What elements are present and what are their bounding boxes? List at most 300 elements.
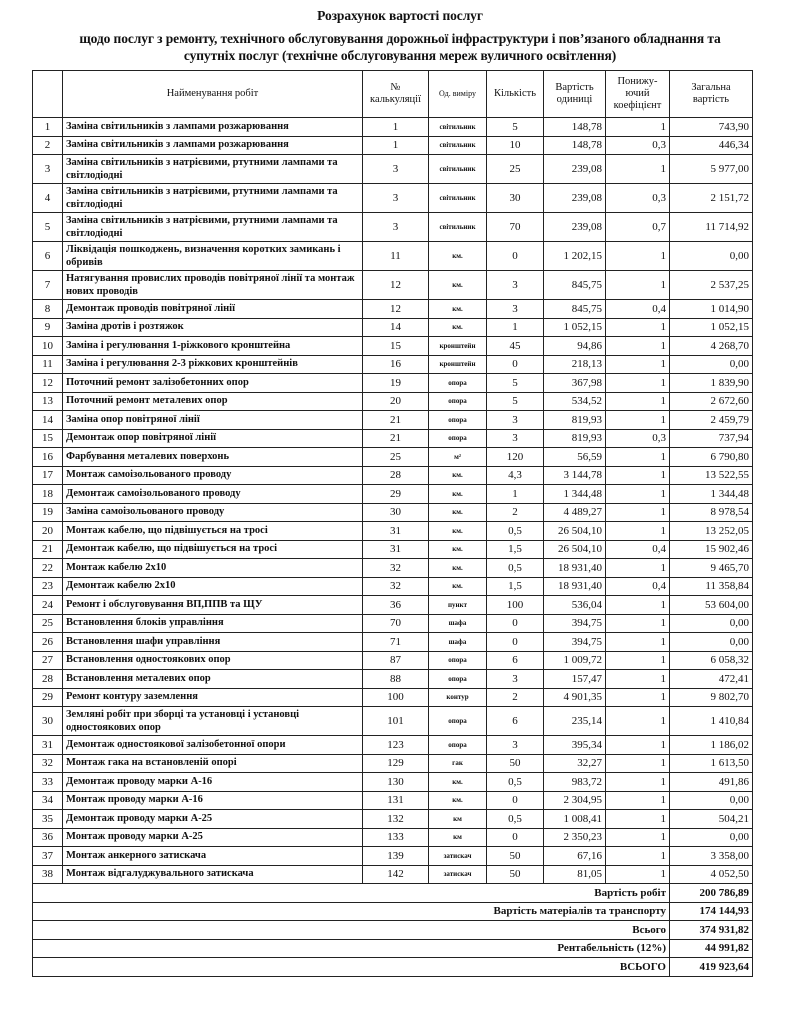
total-cost: 0,00	[670, 791, 753, 810]
calculation-number: 21	[363, 411, 429, 430]
reduction-coefficient: 1	[606, 155, 670, 184]
row-number: 10	[33, 337, 63, 356]
work-name: Заміна самоізольованого проводу	[63, 503, 363, 522]
calculation-number: 15	[363, 337, 429, 356]
reduction-coefficient: 1	[606, 355, 670, 374]
total-cost: 13 252,05	[670, 522, 753, 541]
work-name: Фарбування металевих поверхонь	[63, 448, 363, 467]
summary-label: Всього	[33, 921, 670, 940]
work-name: Заміна світильників з натрієвими, ртутними лампами та світлодіодні	[63, 184, 363, 213]
reduction-coefficient: 1	[606, 392, 670, 411]
unit-price: 148,78	[544, 136, 606, 155]
quantity: 2	[487, 688, 544, 707]
calculation-number: 25	[363, 448, 429, 467]
quantity: 6	[487, 651, 544, 670]
reduction-coefficient: 1	[606, 118, 670, 137]
total-cost: 0,00	[670, 828, 753, 847]
unit-price: 1 344,48	[544, 485, 606, 504]
unit-of-measure: опора	[429, 670, 487, 689]
unit-price: 1 052,15	[544, 318, 606, 337]
unit-of-measure: пункт	[429, 596, 487, 615]
unit-price: 845,75	[544, 300, 606, 319]
summary-value: 44 991,82	[670, 939, 753, 958]
calculation-number: 132	[363, 810, 429, 829]
unit-price: 1 008,41	[544, 810, 606, 829]
work-name: Заміна світильників з лампами розжарювання	[63, 136, 363, 155]
reduction-coefficient: 1	[606, 242, 670, 271]
total-cost: 9 802,70	[670, 688, 753, 707]
quantity: 0	[487, 828, 544, 847]
total-cost: 1 052,15	[670, 318, 753, 337]
table-row	[33, 707, 753, 736]
summary-label: Рентабельність (12%)	[33, 939, 670, 958]
quantity: 0	[487, 633, 544, 652]
row-number: 21	[33, 540, 63, 559]
quantity: 6	[487, 707, 544, 736]
calculation-number: 101	[363, 707, 429, 736]
reduction-coefficient: 1	[606, 688, 670, 707]
reduction-coefficient: 1	[606, 707, 670, 736]
table-row	[33, 355, 753, 374]
unit-of-measure: шафа	[429, 614, 487, 633]
reduction-coefficient: 1	[606, 522, 670, 541]
unit-price: 4 489,27	[544, 503, 606, 522]
unit-price: 56,59	[544, 448, 606, 467]
reduction-coefficient: 1	[606, 411, 670, 430]
unit-of-measure: світильник	[429, 136, 487, 155]
work-name: Монтаж кабелю 2х10	[63, 559, 363, 578]
table-row	[33, 810, 753, 829]
row-number: 2	[33, 136, 63, 155]
work-name: Демонтаж проводу марки А-25	[63, 810, 363, 829]
unit-price: 819,93	[544, 429, 606, 448]
work-name: Заміна дротів і розтяжок	[63, 318, 363, 337]
work-name: Заміна світильників з натрієвими, ртутними лампами та світлодіодні	[63, 155, 363, 184]
total-cost: 0,00	[670, 242, 753, 271]
unit-price: 394,75	[544, 633, 606, 652]
unit-price: 26 504,10	[544, 540, 606, 559]
reduction-coefficient: 1	[606, 559, 670, 578]
unit-price: 367,98	[544, 374, 606, 393]
header-calc: № калькуляції	[363, 71, 429, 118]
row-number: 27	[33, 651, 63, 670]
row-number: 8	[33, 300, 63, 319]
calculation-number: 71	[363, 633, 429, 652]
quantity: 3	[487, 670, 544, 689]
calculation-number: 28	[363, 466, 429, 485]
unit-of-measure: км.	[429, 540, 487, 559]
table-row	[33, 736, 753, 755]
row-number: 20	[33, 522, 63, 541]
summary-value: 374 931,82	[670, 921, 753, 940]
work-name: Встановлення одностоякових опор	[63, 651, 363, 670]
calculation-number: 1	[363, 136, 429, 155]
summary-value: 419 923,64	[670, 958, 753, 977]
work-name: Поточний ремонт металевих опор	[63, 392, 363, 411]
calculation-number: 36	[363, 596, 429, 615]
unit-price: 2 350,23	[544, 828, 606, 847]
calculation-number: 3	[363, 184, 429, 213]
work-name: Демонтаж опор повітряної лінії	[63, 429, 363, 448]
summary-row	[33, 958, 753, 977]
quantity: 45	[487, 337, 544, 356]
work-name: Монтаж самоізольованого проводу	[63, 466, 363, 485]
document-subtitle-line1: щодо послуг з ремонту, технічного обслуговування дорожньої інфраструктури і пов’язаного обладнання та	[79, 31, 721, 46]
total-cost: 11 358,84	[670, 577, 753, 596]
reduction-coefficient: 0,4	[606, 300, 670, 319]
calculation-number: 16	[363, 355, 429, 374]
unit-price: 395,34	[544, 736, 606, 755]
header-unit: Од. виміру	[429, 71, 487, 118]
row-number: 31	[33, 736, 63, 755]
row-number: 13	[33, 392, 63, 411]
calculation-number: 133	[363, 828, 429, 847]
total-cost: 1 344,48	[670, 485, 753, 504]
unit-of-measure: кронштейн	[429, 337, 487, 356]
unit-of-measure: опора	[429, 411, 487, 430]
row-number: 34	[33, 791, 63, 810]
total-cost: 4 052,50	[670, 865, 753, 884]
quantity: 5	[487, 374, 544, 393]
unit-price: 239,08	[544, 213, 606, 242]
work-name: Демонтаж самоізольованого проводу	[63, 485, 363, 504]
quantity: 0	[487, 242, 544, 271]
work-name: Заміна і регулювання 1-ріжкового кронштейна	[63, 337, 363, 356]
quantity: 1	[487, 485, 544, 504]
unit-price: 218,13	[544, 355, 606, 374]
unit-of-measure: гак	[429, 754, 487, 773]
row-number: 18	[33, 485, 63, 504]
row-number: 15	[33, 429, 63, 448]
reduction-coefficient: 1	[606, 847, 670, 866]
row-number: 9	[33, 318, 63, 337]
total-cost: 2 672,60	[670, 392, 753, 411]
reduction-coefficient: 1	[606, 503, 670, 522]
work-name: Демонтаж проводу марки А-16	[63, 773, 363, 792]
table-row	[33, 754, 753, 773]
row-number: 35	[33, 810, 63, 829]
table-row	[33, 271, 753, 300]
unit-of-measure: км.	[429, 503, 487, 522]
quantity: 4,3	[487, 466, 544, 485]
unit-of-measure: затискач	[429, 865, 487, 884]
unit-of-measure: км.	[429, 773, 487, 792]
calculation-number: 21	[363, 429, 429, 448]
calculation-number: 31	[363, 522, 429, 541]
unit-price: 1 202,15	[544, 242, 606, 271]
unit-price: 67,16	[544, 847, 606, 866]
total-cost: 0,00	[670, 355, 753, 374]
total-cost: 53 604,00	[670, 596, 753, 615]
row-number: 3	[33, 155, 63, 184]
total-cost: 15 902,46	[670, 540, 753, 559]
unit-price: 983,72	[544, 773, 606, 792]
total-cost: 6 058,32	[670, 651, 753, 670]
total-cost: 1 410,84	[670, 707, 753, 736]
summary-label: Вартість матеріалів та транспорту	[33, 902, 670, 921]
row-number: 6	[33, 242, 63, 271]
unit-of-measure: затискач	[429, 847, 487, 866]
unit-price: 148,78	[544, 118, 606, 137]
row-number: 4	[33, 184, 63, 213]
quantity: 120	[487, 448, 544, 467]
work-name: Ремонт контуру заземлення	[63, 688, 363, 707]
calculation-number: 88	[363, 670, 429, 689]
reduction-coefficient: 1	[606, 791, 670, 810]
unit-price: 239,08	[544, 155, 606, 184]
total-cost: 1 014,90	[670, 300, 753, 319]
row-number: 16	[33, 448, 63, 467]
total-cost: 2 459,79	[670, 411, 753, 430]
work-name: Монтаж відгалуджувального затискача	[63, 865, 363, 884]
unit-of-measure: км.	[429, 559, 487, 578]
unit-of-measure: опора	[429, 392, 487, 411]
table-row	[33, 318, 753, 337]
table-row	[33, 503, 753, 522]
header-coef: Понижу-ючий коефіцієнт	[606, 71, 670, 118]
row-number: 30	[33, 707, 63, 736]
work-name: Ліквідація пошкоджень, визначення коротких замикань і обривів	[63, 242, 363, 271]
work-name: Заміна світильників з натрієвими, ртутними лампами та світлодіодні	[63, 213, 363, 242]
unit-price: 81,05	[544, 865, 606, 884]
unit-of-measure: опора	[429, 374, 487, 393]
total-cost: 504,21	[670, 810, 753, 829]
table-row	[33, 865, 753, 884]
quantity: 10	[487, 136, 544, 155]
work-name: Ремонт і обслуговування ВП,ППВ та ЩУ	[63, 596, 363, 615]
work-name: Демонтаж одностоякової залізобетонної опори	[63, 736, 363, 755]
unit-price: 239,08	[544, 184, 606, 213]
table-row	[33, 828, 753, 847]
total-cost: 472,41	[670, 670, 753, 689]
work-name: Демонтаж проводів повітряної лінії	[63, 300, 363, 319]
unit-of-measure: км	[429, 828, 487, 847]
header-qty: Кількість	[487, 71, 544, 118]
reduction-coefficient: 1	[606, 271, 670, 300]
header-unit-price: Вартість одиниці	[544, 71, 606, 118]
quantity: 3	[487, 429, 544, 448]
calculation-number: 131	[363, 791, 429, 810]
table-row	[33, 466, 753, 485]
row-number: 32	[33, 754, 63, 773]
calculation-number: 100	[363, 688, 429, 707]
table-row	[33, 791, 753, 810]
unit-of-measure: км.	[429, 485, 487, 504]
calculation-number: 31	[363, 540, 429, 559]
total-cost: 1 839,90	[670, 374, 753, 393]
document-subtitle-line2: супутніх послуг (технічне обслуговування мереж вуличного освітлення)	[183, 48, 617, 63]
work-name: Монтаж проводу марки А-25	[63, 828, 363, 847]
unit-of-measure: км.	[429, 791, 487, 810]
quantity: 3	[487, 411, 544, 430]
unit-price: 1 009,72	[544, 651, 606, 670]
row-number: 14	[33, 411, 63, 430]
unit-price: 394,75	[544, 614, 606, 633]
work-name: Монтаж анкерного затискача	[63, 847, 363, 866]
quantity: 0,5	[487, 522, 544, 541]
unit-price: 819,93	[544, 411, 606, 430]
total-cost: 5 977,00	[670, 155, 753, 184]
quantity: 100	[487, 596, 544, 615]
summary-row	[33, 921, 753, 940]
reduction-coefficient: 0,4	[606, 540, 670, 559]
unit-of-measure: опора	[429, 429, 487, 448]
quantity: 0	[487, 791, 544, 810]
table-row	[33, 136, 753, 155]
table-row	[33, 485, 753, 504]
unit-of-measure: опора	[429, 736, 487, 755]
calculation-number: 1	[363, 118, 429, 137]
reduction-coefficient: 1	[606, 374, 670, 393]
row-number: 33	[33, 773, 63, 792]
total-cost: 9 465,70	[670, 559, 753, 578]
unit-price: 536,04	[544, 596, 606, 615]
row-number: 12	[33, 374, 63, 393]
row-number: 7	[33, 271, 63, 300]
reduction-coefficient: 1	[606, 448, 670, 467]
unit-of-measure: шафа	[429, 633, 487, 652]
work-name: Встановлення блоків управління	[63, 614, 363, 633]
summary-row	[33, 884, 753, 903]
row-number: 25	[33, 614, 63, 633]
unit-price: 18 931,40	[544, 559, 606, 578]
unit-price: 32,27	[544, 754, 606, 773]
row-number: 29	[33, 688, 63, 707]
summary-value: 174 144,93	[670, 902, 753, 921]
work-name: Демонтаж кабелю 2х10	[63, 577, 363, 596]
table-row	[33, 337, 753, 356]
row-number: 38	[33, 865, 63, 884]
reduction-coefficient: 1	[606, 828, 670, 847]
unit-price: 157,47	[544, 670, 606, 689]
work-name: Заміна світильників з лампами розжарювання	[63, 118, 363, 137]
reduction-coefficient: 1	[606, 318, 670, 337]
unit-of-measure: км.	[429, 300, 487, 319]
unit-of-measure: світильник	[429, 118, 487, 137]
unit-price: 3 144,78	[544, 466, 606, 485]
table-row	[33, 596, 753, 615]
total-cost: 8 978,54	[670, 503, 753, 522]
summary-row	[33, 902, 753, 921]
calculation-number: 3	[363, 155, 429, 184]
summary-row	[33, 939, 753, 958]
unit-price: 4 901,35	[544, 688, 606, 707]
total-cost: 446,34	[670, 136, 753, 155]
row-number: 26	[33, 633, 63, 652]
quantity: 3	[487, 271, 544, 300]
row-number: 24	[33, 596, 63, 615]
table-row	[33, 670, 753, 689]
unit-of-measure: контур	[429, 688, 487, 707]
reduction-coefficient: 1	[606, 810, 670, 829]
row-number: 37	[33, 847, 63, 866]
table-row	[33, 213, 753, 242]
unit-price: 2 304,95	[544, 791, 606, 810]
table-row	[33, 118, 753, 137]
table-row	[33, 651, 753, 670]
work-name: Натягування провислих проводів повітряної лінії та монтаж нових проводів	[63, 271, 363, 300]
calculation-number: 129	[363, 754, 429, 773]
total-cost: 0,00	[670, 633, 753, 652]
row-number: 22	[33, 559, 63, 578]
total-cost: 13 522,55	[670, 466, 753, 485]
header-num	[33, 71, 63, 118]
unit-of-measure: опора	[429, 651, 487, 670]
reduction-coefficient: 1	[606, 596, 670, 615]
reduction-coefficient: 1	[606, 865, 670, 884]
table-row	[33, 300, 753, 319]
quantity: 0,5	[487, 810, 544, 829]
table-row	[33, 448, 753, 467]
unit-of-measure: км.	[429, 577, 487, 596]
table-row	[33, 242, 753, 271]
total-cost: 0,00	[670, 614, 753, 633]
unit-of-measure: світильник	[429, 155, 487, 184]
unit-of-measure: км.	[429, 466, 487, 485]
calculation-number: 12	[363, 300, 429, 319]
calculation-number: 32	[363, 577, 429, 596]
calculation-number: 14	[363, 318, 429, 337]
unit-price: 18 931,40	[544, 577, 606, 596]
quantity: 5	[487, 118, 544, 137]
unit-of-measure: світильник	[429, 213, 487, 242]
quantity: 0	[487, 355, 544, 374]
total-cost: 2 537,25	[670, 271, 753, 300]
work-name: Заміна і регулювання 2-3 ріжкових кронштейнів	[63, 355, 363, 374]
quantity: 0,5	[487, 773, 544, 792]
reduction-coefficient: 1	[606, 773, 670, 792]
work-name: Заміна опор повітряної лінії	[63, 411, 363, 430]
reduction-coefficient: 1	[606, 670, 670, 689]
calculation-number: 20	[363, 392, 429, 411]
quantity: 50	[487, 754, 544, 773]
table-row	[33, 633, 753, 652]
unit-of-measure: км	[429, 810, 487, 829]
total-cost: 743,90	[670, 118, 753, 137]
table-row	[33, 411, 753, 430]
row-number: 17	[33, 466, 63, 485]
reduction-coefficient: 0,3	[606, 184, 670, 213]
quantity: 25	[487, 155, 544, 184]
work-name: Встановлення шафи управління	[63, 633, 363, 652]
table-row	[33, 847, 753, 866]
reduction-coefficient: 1	[606, 614, 670, 633]
row-number: 1	[33, 118, 63, 137]
table-header-row	[33, 71, 753, 118]
row-number: 28	[33, 670, 63, 689]
total-cost: 1 186,02	[670, 736, 753, 755]
reduction-coefficient: 1	[606, 736, 670, 755]
quantity: 70	[487, 213, 544, 242]
header-total: Загальна вартість	[670, 71, 753, 118]
document-title: Розрахунок вартості послуг	[317, 8, 483, 23]
quantity: 3	[487, 300, 544, 319]
unit-of-measure: км.	[429, 242, 487, 271]
calculation-number: 30	[363, 503, 429, 522]
calculation-number: 12	[363, 271, 429, 300]
unit-of-measure: км.	[429, 271, 487, 300]
table-row	[33, 577, 753, 596]
table-row	[33, 184, 753, 213]
header-name: Найменування робіт	[63, 71, 363, 118]
calculation-number: 3	[363, 213, 429, 242]
reduction-coefficient: 1	[606, 337, 670, 356]
summary-label: Вартість робіт	[33, 884, 670, 903]
total-cost: 737,94	[670, 429, 753, 448]
work-name: Встановлення металевих опор	[63, 670, 363, 689]
unit-of-measure: м²	[429, 448, 487, 467]
unit-of-measure: кронштейн	[429, 355, 487, 374]
